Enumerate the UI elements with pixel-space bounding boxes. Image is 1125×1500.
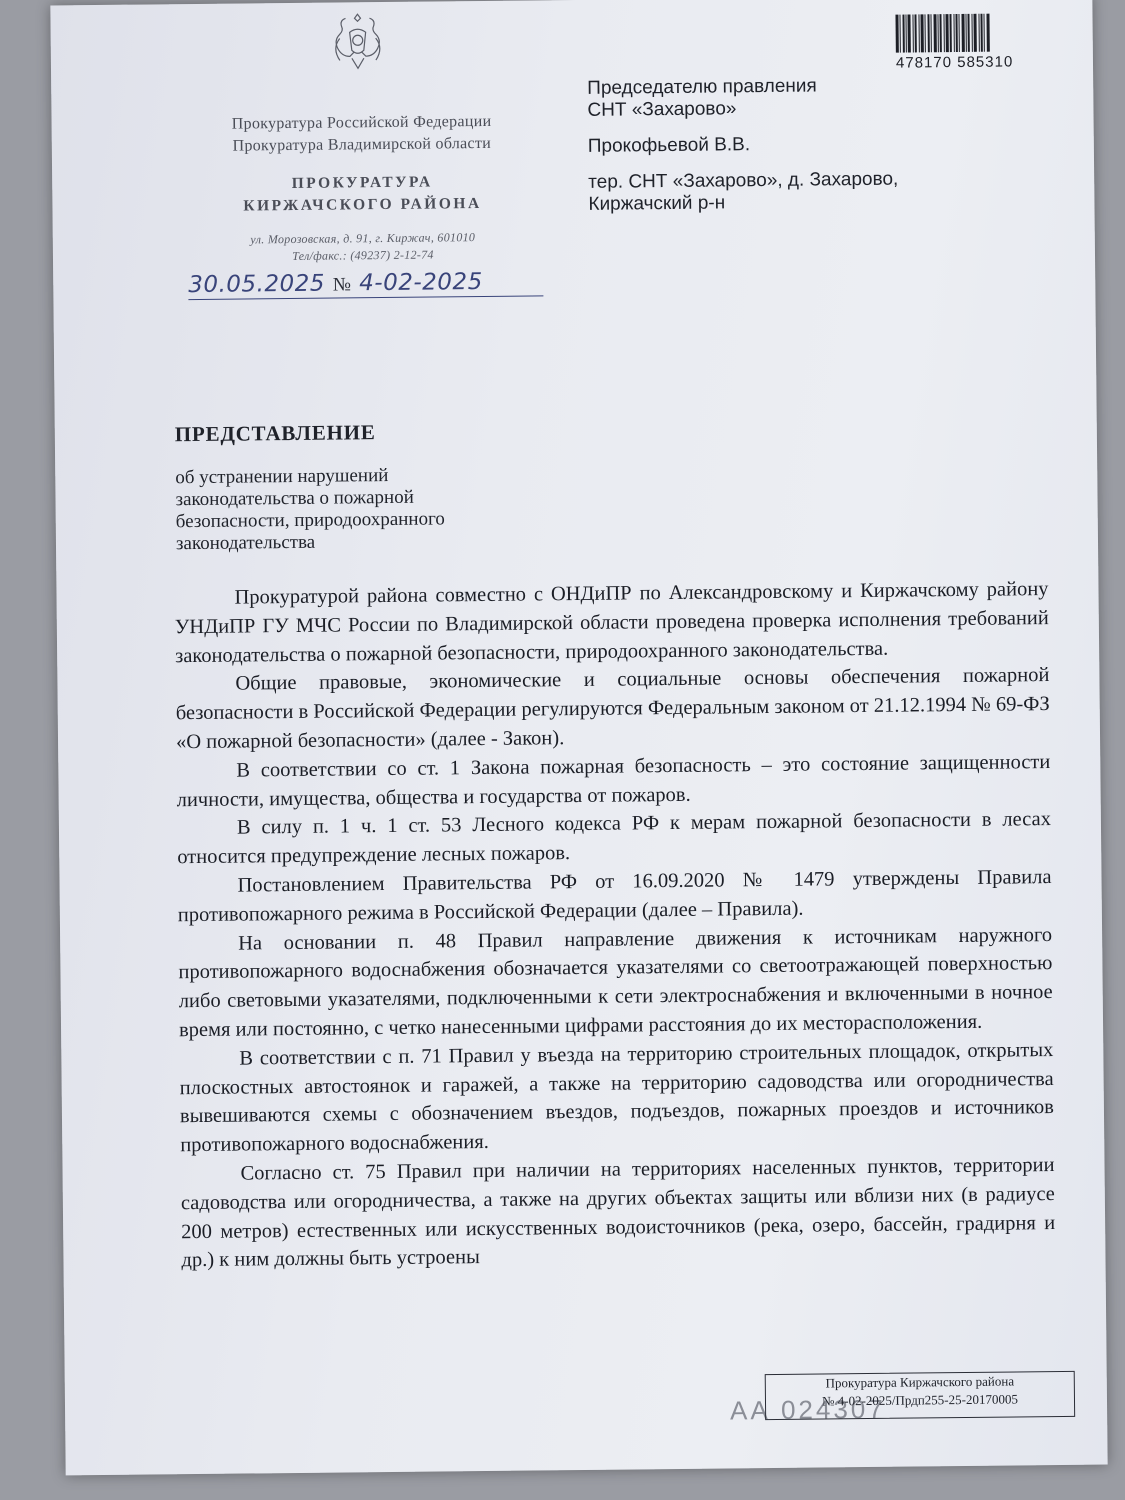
org-line: Прокуратура Владимирской области — [232, 134, 492, 155]
registration-date: 30.05.2025 — [188, 270, 326, 299]
barcode-bars — [895, 13, 1027, 52]
prosecutor-header — [186, 110, 538, 266]
document-body — [174, 575, 1055, 1275]
addressee-block — [587, 73, 1038, 216]
org-address: ул. Морозовская, д. 91, г. Киржач, 601010 — [250, 230, 476, 247]
body-paragraph: Согласно ст. 75 Правил при наличии на территориях населенных пунктов, территории садоводства или огородничества, а также на других объектах защиты или вблизи них (в радиусе 200 метров) естественных или искусственных водоисточников (река, озеро, бассейн, градирня и др.) к ним должны быть устроены — [180, 1153, 1056, 1272]
form-serial-number: АА 024307 — [729, 1393, 886, 1426]
org-name: ПРОКУРАТУРА КИРЖАЧСКОГО РАЙОНА — [243, 173, 482, 215]
registration-stamp — [765, 1371, 1075, 1420]
registration-number: 4-02-2025 — [359, 268, 483, 297]
number-sign: № — [332, 274, 352, 296]
coat-of-arms-icon — [325, 8, 390, 75]
body-paragraph: В силу п. 1 ч. 1 ст. 53 Лесного кодекса РФ к мерам пожарной безопасности в лесах относится предупреждение лесных пожаров. — [177, 808, 1052, 869]
barcode — [895, 13, 1028, 71]
addressee-address-district: Киржачский р-н — [588, 192, 726, 215]
addressee-name: Прокофьевой В.В. — [587, 134, 751, 157]
document-page — [50, 0, 1107, 1475]
body-paragraph: В соответствии с п. 71 Правил у въезда на территорию строительных площадок, открытых плоскостных автостоянок и гаражей, а также на территорию садоводства или огородничества вывешиваются схемы с обозначением въездов, подъездов, пожарных проездов и источников противопожарного водоснабжения. — [179, 1038, 1055, 1157]
addressee-position: Председателю правления — [587, 75, 817, 99]
body-paragraph: На основании п. 48 Правил направление движения к источникам наружного противопожарного водоснабжения обозначается указателями со светоотражающей поверхностью либо световыми указателями, подключенными к сети электроснабжения и включенными в ночное время или постоянно, с четко нанесенными цифрами расстояния до их месторасположения. — [178, 923, 1053, 1042]
body-paragraph: Прокуратурой района совместно с ОНДиПР по Александровскому и Киржачскому району УНДиПР ГУ МЧС России по Владимирской области проведена проверка исполнения требований законодательства о пожарной безопасности, природоохранного законодательства. — [174, 578, 1049, 667]
stamp-line: Прокуратура Киржачского района — [825, 1373, 1015, 1391]
registration-line — [188, 268, 543, 300]
body-paragraph: Общие правовые, экономические и социальные основы обеспечения пожарной безопасности в Российской Федерации регулируются Федеральным законом от 21.12.1994 № 69-ФЗ «О пожарной безопасности» (далее - Закон). — [175, 664, 1050, 754]
stamp-line: № 4-02-2025/Прдп255-25-20170005 — [821, 1391, 1018, 1409]
org-line: Прокуратура Российской Федерации — [231, 112, 492, 133]
addressee-organization: СНТ «Захарово» — [587, 98, 737, 121]
document-title: ПРЕДСТАВЛЕНИЕ — [174, 420, 376, 447]
body-paragraph: Постановлением Правительства РФ от 16.09.2020 № 1479 утверждены Правила противопожарного режима в Российской Федерации (далее – Правила). — [177, 866, 1052, 926]
document-subject: об устранении нарушений законодательства о пожарной безопасности, природоохранного законодательства — [175, 464, 445, 555]
barcode-number: 478170 585310 — [895, 53, 1014, 72]
addressee-address: тер. СНТ «Захарово», д. Захарово, — [588, 168, 899, 193]
body-paragraph: В соответствии со ст. 1 Закона пожарная безопасность – это состояние защищенности личности, имущества, общества и государства от пожаров. — [176, 750, 1051, 811]
org-phone: Тел/факс.: (49237) 2-12-74 — [292, 247, 434, 263]
org-contacts — [188, 228, 538, 266]
